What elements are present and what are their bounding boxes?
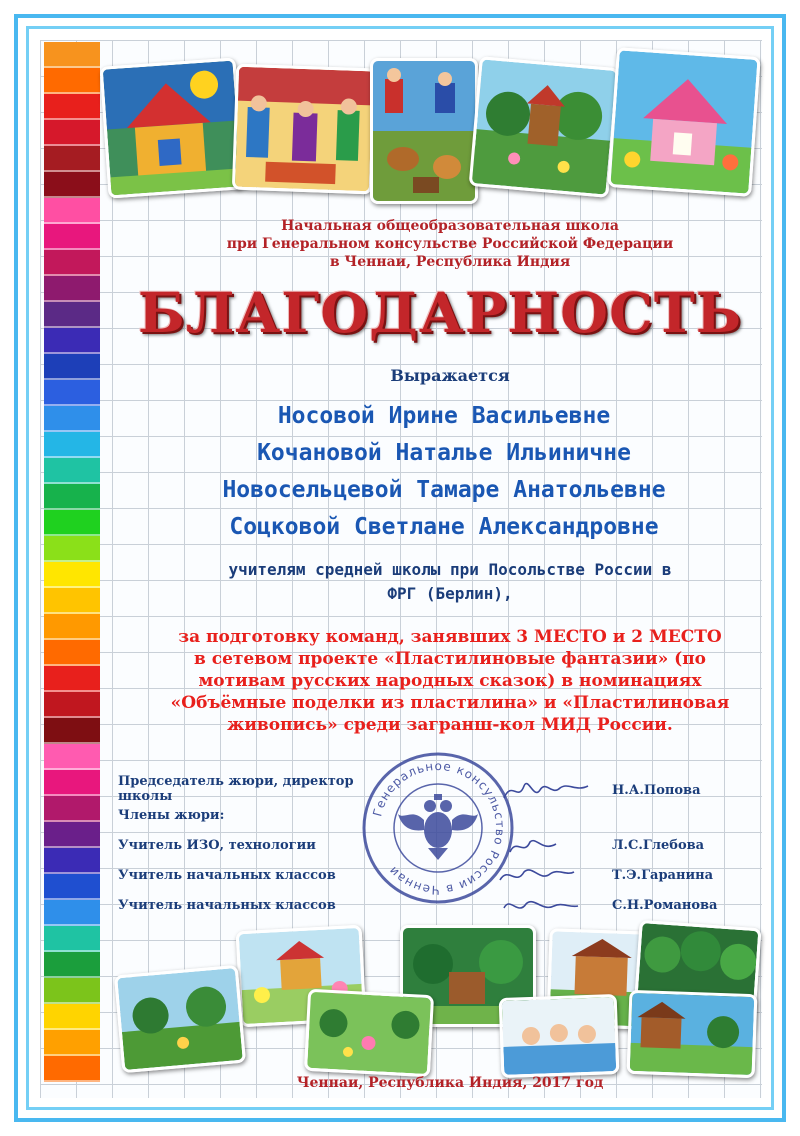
reason-line: мотивам русских народных сказок) в номинациях (198, 671, 702, 691)
member-role: Учитель ИЗО, технологии (118, 838, 316, 853)
color-stripe (44, 562, 100, 588)
reason-line: «Объёмные поделки из пластилина» и «Пластилиновая (170, 693, 730, 713)
color-stripe (44, 666, 100, 692)
color-stripe (44, 120, 100, 146)
color-stripe (44, 614, 100, 640)
color-stripe (44, 276, 100, 302)
reason-line: живопись» среди загранш-кол МИД России. (227, 715, 673, 735)
color-stripe (44, 588, 100, 614)
chair-title-line-2: школы (118, 789, 173, 804)
color-stripe (44, 1056, 100, 1082)
color-stripe (44, 510, 100, 536)
header-line-1: Начальная общеобразовательная школа (281, 218, 619, 234)
photo-bottom-7 (499, 994, 620, 1078)
recipient-name: Кочановой Наталье Ильиничне (257, 440, 631, 466)
color-stripe (44, 458, 100, 484)
member-name: Т.Э.Гаранина (612, 868, 714, 883)
color-stripe (44, 432, 100, 458)
color-stripe (44, 692, 100, 718)
color-stripe (44, 536, 100, 562)
color-stripe (44, 146, 100, 172)
certificate-title: БЛАГОДАРНОСТЬ (137, 280, 743, 345)
color-stripe (44, 354, 100, 380)
color-stripe (44, 822, 100, 848)
photo-top-4 (469, 56, 620, 198)
color-stripe (44, 172, 100, 198)
member-name: Л.С.Глебова (612, 838, 705, 853)
color-stripe (44, 42, 100, 68)
chair-title (118, 774, 354, 804)
color-stripe (44, 952, 100, 978)
teachers-description (118, 558, 782, 606)
photo-bottom-8 (627, 990, 758, 1078)
color-stripe (44, 198, 100, 224)
color-stripe (44, 1030, 100, 1056)
school-header (120, 217, 780, 271)
color-stripe (44, 744, 100, 770)
reason-text (112, 626, 788, 736)
color-stripe (44, 848, 100, 874)
expresses-label: Выражается (390, 366, 510, 385)
color-stripe (44, 900, 100, 926)
member-role: Учитель начальных классов (118, 898, 336, 913)
recipient-name: Новосельцевой Тамаре Анатольевне (222, 477, 666, 503)
teachers-line-1: учителям средней школы при Посольстве России в (228, 560, 672, 579)
color-stripe (44, 796, 100, 822)
color-stripe (44, 94, 100, 120)
teachers-line-2: ФРГ (Берлин), (387, 584, 513, 603)
color-stripe (44, 328, 100, 354)
member-role: Учитель начальных классов (118, 868, 336, 883)
color-stripe (44, 926, 100, 952)
chair-title-line-1: Председатель жюри, директор (118, 774, 354, 789)
reason-line: за подготовку команд, занявших 3 МЕСТО и 2 МЕСТО (178, 627, 722, 647)
color-stripe (44, 406, 100, 432)
color-stripe (44, 1004, 100, 1030)
photo-top-1 (100, 57, 245, 198)
header-line-2: при Генеральном консульстве Российской Федерации (226, 236, 674, 252)
photo-top-3 (370, 58, 478, 204)
color-stripe (44, 68, 100, 94)
photo-top-5 (607, 47, 760, 197)
color-stripe (44, 718, 100, 744)
photo-bottom-5 (114, 965, 246, 1073)
color-stripe (44, 250, 100, 276)
color-stripe (44, 224, 100, 250)
color-stripe (44, 640, 100, 666)
consulate-stamp (358, 748, 518, 908)
color-stripe (44, 978, 100, 1004)
color-stripe (44, 874, 100, 900)
header-line-3: в Ченнаи, Республика Индия (329, 254, 571, 270)
recipient-list (108, 398, 780, 546)
color-stripes (44, 42, 100, 1082)
color-stripe (44, 770, 100, 796)
member-name: С.Н.Романова (612, 898, 718, 913)
photo-top-2 (232, 64, 376, 195)
footer-place-date: Ченнаи, Республика Индия, 2017 год (296, 1075, 604, 1091)
photo-bottom-6 (304, 989, 434, 1077)
color-stripe (44, 380, 100, 406)
recipient-name: Носовой Ирине Васильевне (277, 403, 611, 429)
color-stripe (44, 302, 100, 328)
members-label: Члены жюри: (118, 808, 225, 823)
color-stripe (44, 484, 100, 510)
chair-name: Н.А.Попова (612, 783, 701, 798)
reason-line: в сетевом проекте «Пластилиновые фантазии» (по (193, 649, 707, 669)
recipient-name: Соцковой Светлане Александровне (229, 514, 659, 540)
stamp-text: Генеральное консульство России в Ченнаи (370, 758, 508, 898)
